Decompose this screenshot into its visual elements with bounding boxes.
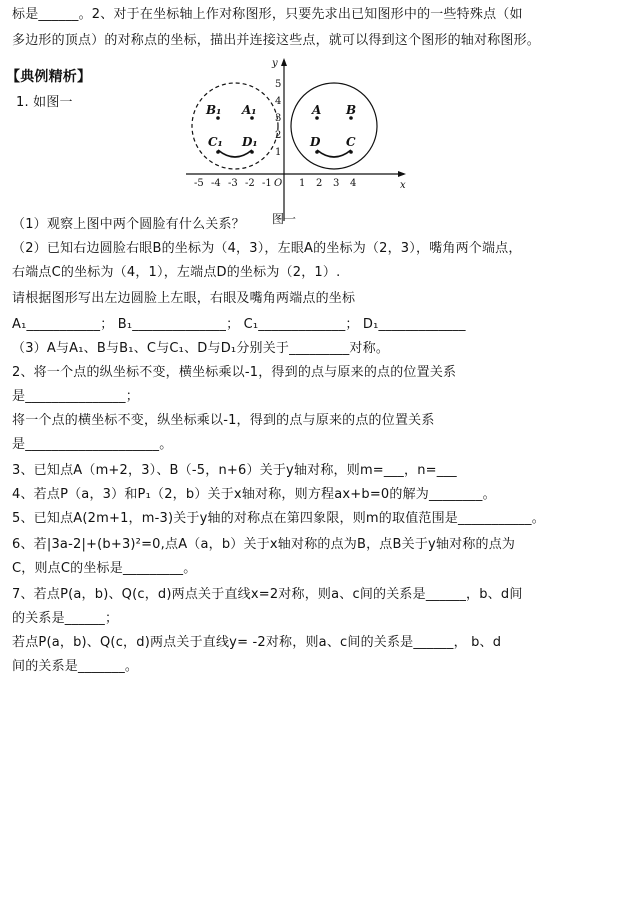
- label-b1: B₁: [206, 103, 222, 117]
- question-2-answer: 是_______________；: [12, 389, 139, 404]
- y-tick: 1: [275, 147, 282, 158]
- question-7: 7、若点P(a，b)、Q(c，d)两点关于直线x=2对称，则a、c间的关系是______，b、d间: [12, 587, 523, 602]
- label-d1: D₁: [242, 135, 258, 149]
- x-tick: -1: [262, 178, 272, 189]
- label-c1: C₁: [208, 135, 223, 149]
- question-7-b: 若点P(a，b)、Q(c，d)两点关于直线y= -2对称，则a、c间的关系是______， b、d: [12, 635, 502, 650]
- coordinate-figure: [186, 56, 416, 226]
- question-1-2-answers: A₁___________； B₁______________； C₁_____________； D₁_____________: [12, 317, 466, 332]
- question-6: 6、若|3a-2|+(b+3)²=0,点A（a，b）关于x轴对称的点为B，点B关于y轴对称的点为: [12, 537, 516, 552]
- question-1-2-cont: 右端点C的坐标为（4，1），左端点D的坐标为（2，1）.: [12, 265, 341, 280]
- label-d: D: [310, 135, 321, 149]
- y-tick: 3: [275, 113, 282, 124]
- x-tick: -4: [211, 178, 221, 189]
- x-tick: 2: [316, 178, 323, 189]
- x-tick: 4: [350, 178, 357, 189]
- question-4: 4、若点P（a，3）和P₁（2，b）关于x轴对称，则方程ax+b=0的解为________。: [12, 487, 496, 502]
- x-axis-label: x: [400, 180, 406, 191]
- x-tick: -2: [245, 178, 255, 189]
- y-axis-arrow-icon: [281, 58, 287, 66]
- question-5: 5、已知点A(2m+1，m-3)关于y轴的对称点在第四象限，则m的取值范围是___________。: [12, 511, 545, 526]
- y-tick: 5: [275, 79, 282, 90]
- y-tick: 4: [275, 96, 282, 107]
- question-1-1: （1）观察上图中两个圆脸有什么关系？: [12, 217, 245, 232]
- question-3: 3、已知点A（m+2，3）、B（-5，n+6）关于y轴对称，则m=___，n=___: [12, 463, 457, 478]
- left-mouth: [218, 150, 252, 157]
- y-tick: 2: [275, 130, 282, 141]
- x-tick: -3: [228, 178, 238, 189]
- section-heading: 【典例精析】: [6, 69, 92, 85]
- x-tick: 3: [333, 178, 340, 189]
- label-c: C: [346, 135, 356, 149]
- label-a1: A₁: [242, 103, 257, 117]
- x-axis-arrow-icon: [398, 171, 406, 177]
- x-tick: 1: [299, 178, 306, 189]
- question-1-2-instruction: 请根据图形写出左边圆脸上左眼，右眼及嘴角两端点的坐标: [12, 291, 356, 306]
- example-1-label: 1. 如图一: [16, 95, 73, 110]
- x-tick: -5: [194, 178, 204, 189]
- question-6-cont: C，则点C的坐标是_________。: [12, 561, 197, 576]
- question-1-3: （3）A与A₁、B与B₁、C与C₁、D与D₁分别关于_________对称。: [12, 341, 390, 356]
- label-b: B: [346, 103, 357, 117]
- right-face-circle: [291, 83, 377, 169]
- left-face-circle: [192, 83, 278, 169]
- origin-label: O: [274, 178, 283, 189]
- question-7-cont: 的关系是______；: [12, 611, 119, 626]
- y-axis-label: y: [272, 58, 278, 69]
- right-mouth: [317, 150, 351, 157]
- figure-caption: 图一: [272, 212, 297, 226]
- question-1-2: （2）已知右边圆脸右眼B的坐标为（4，3），左眼A的坐标为（2，3），嘴角两个端点，: [12, 241, 522, 256]
- question-2-b-answer: 是____________________。: [12, 437, 173, 452]
- line-2: 多边形的顶点）的对称点的坐标，描出并连接这些点，就可以得到这个图形的轴对称图形。: [12, 33, 541, 48]
- line-1: 标是______。2、对于在坐标轴上作对称图形，只要先求出已知图形中的一些特殊点（如: [12, 7, 523, 22]
- question-2: 2、将一个点的纵坐标不变，横坐标乘以-1，得到的点与原来的点的位置关系: [12, 365, 457, 380]
- question-2-b: 将一个点的横坐标不变，纵坐标乘以-1，得到的点与原来的点的位置关系: [12, 413, 435, 428]
- label-a: A: [312, 103, 322, 117]
- question-7-b-cont: 间的关系是_______。: [12, 659, 139, 674]
